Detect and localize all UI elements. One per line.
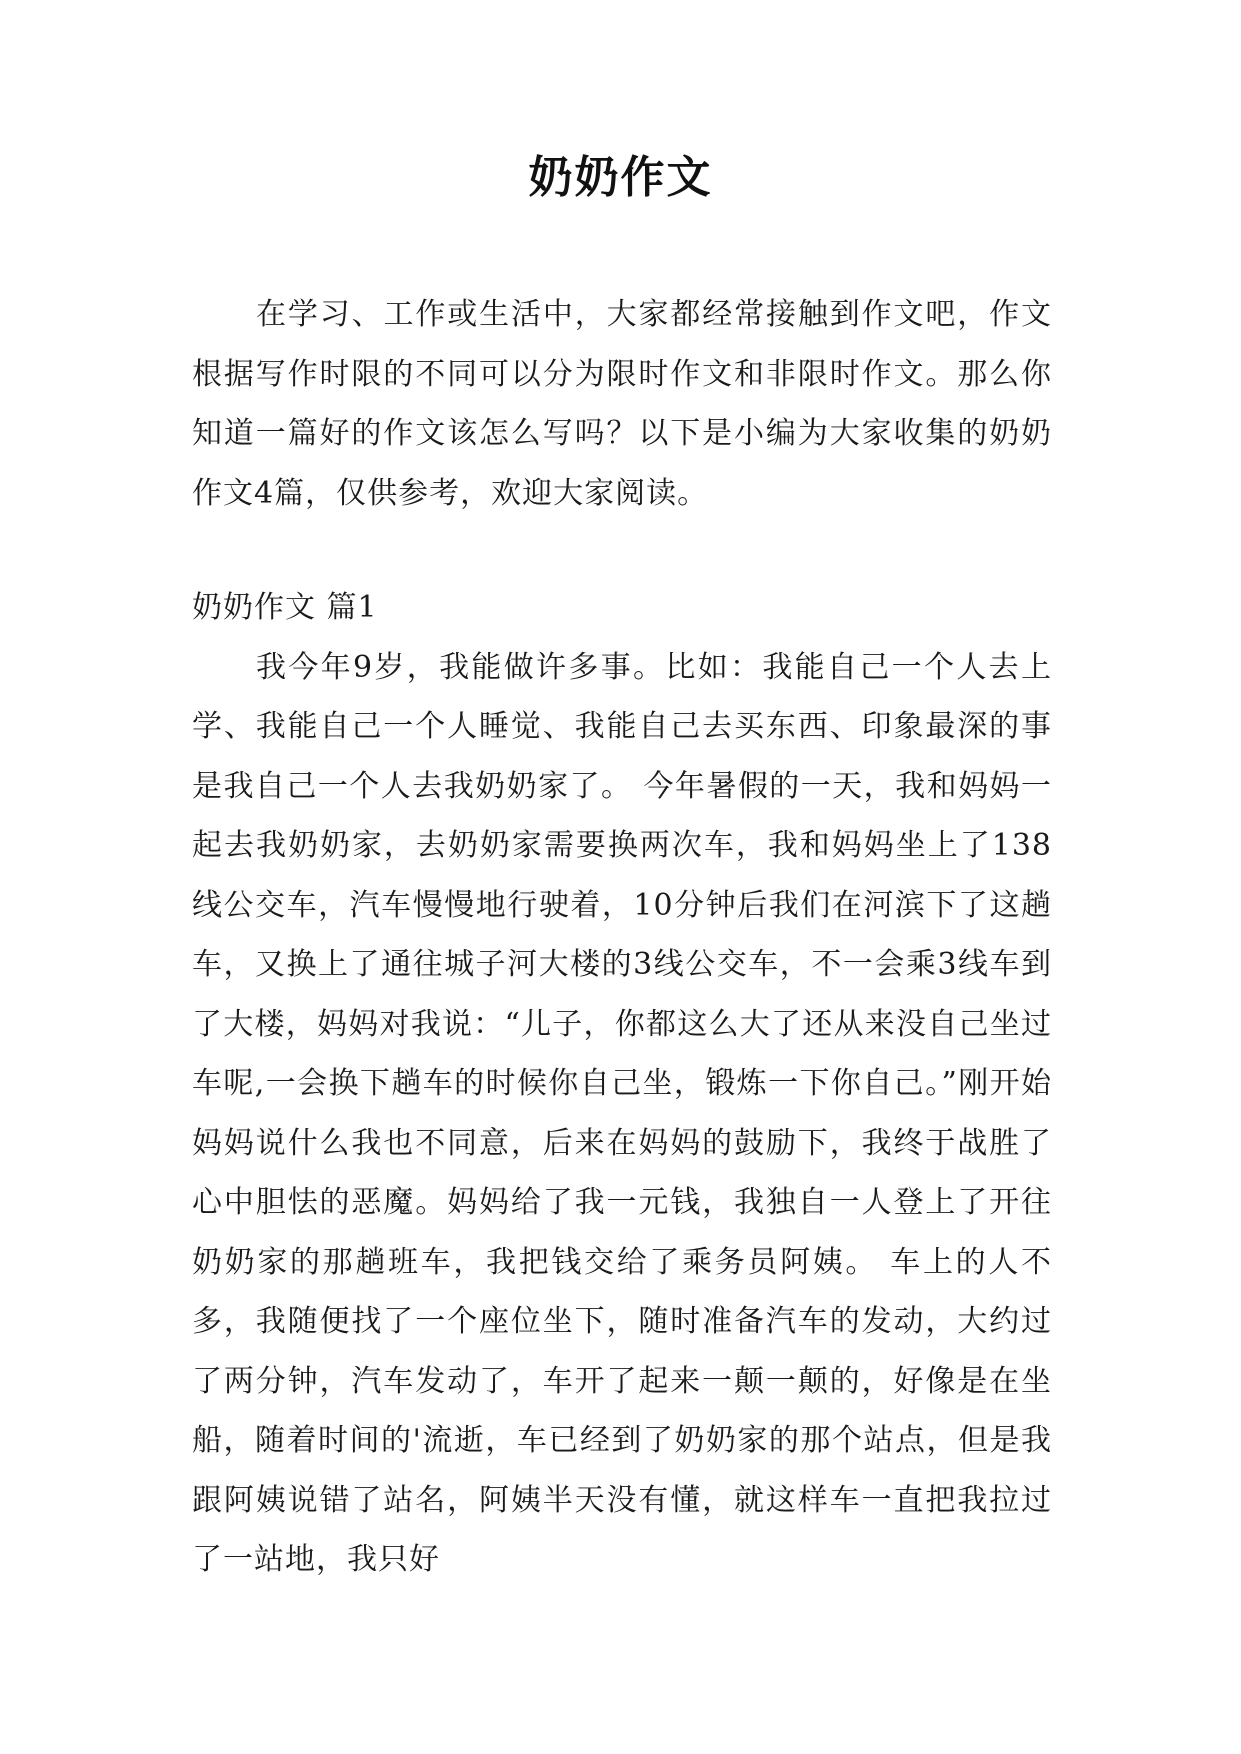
section-heading: 奶奶作文 篇1 bbox=[192, 590, 378, 625]
intro-paragraph: 在学习、工作或生活中，大家都经常接触到作文吧，作文根据写作时限的不同可以分为限时作文和非限时作文。那么你知道一篇好的作文该怎么写吗？以下是小编为大家收集的奶奶作文4篇，仅供参考，欢迎大家阅读。 bbox=[192, 297, 1052, 511]
essay-section bbox=[192, 578, 1052, 1590]
section-body-paragraph: 我今年9岁，我能做许多事。比如：我能自己一个人去上学、我能自己一个人睡觉、我能自己去买东西、印象最深的事是我自己一个人去我奶奶家了。 今年暑假的一天，我和妈妈一起去我奶奶家，去奶奶家需要换两次车，我和妈妈坐上了138线公交车，汽车慢慢地行驶着，10分钟后我们在河滨下了这趟车，又换上了通往城子河大楼的3线公交车，不一会乘3线车到了大楼，妈妈对我说：“儿子，你都这么大了还从来没自己坐过车呢,一会换下趟车的时候你自己坐，锻炼一下你自己。”刚开始妈妈说什么我也不同意，后来在妈妈的鼓励下，我终于战胜了心中胆怯的恶魔。妈妈给了我一元钱，我独自一人登上了开往奶奶家的那趟班车，我把钱交给了乘务员阿姨。 车上的人不多，我随便找了一个座位坐下，随时准备汽车的发动，大约过了两分钟，汽车发动了，车开了起来一颠一颠的，好像是在坐船，随着时间的'流逝，车已经到了奶奶家的那个站点，但是我跟阿姨说错了站名，阿姨半天没有懂，就这样车一直把我拉过了一站地，我只好 bbox=[192, 649, 1052, 1577]
document-title: 奶奶作文 bbox=[528, 152, 713, 203]
document-body bbox=[192, 285, 1052, 1590]
